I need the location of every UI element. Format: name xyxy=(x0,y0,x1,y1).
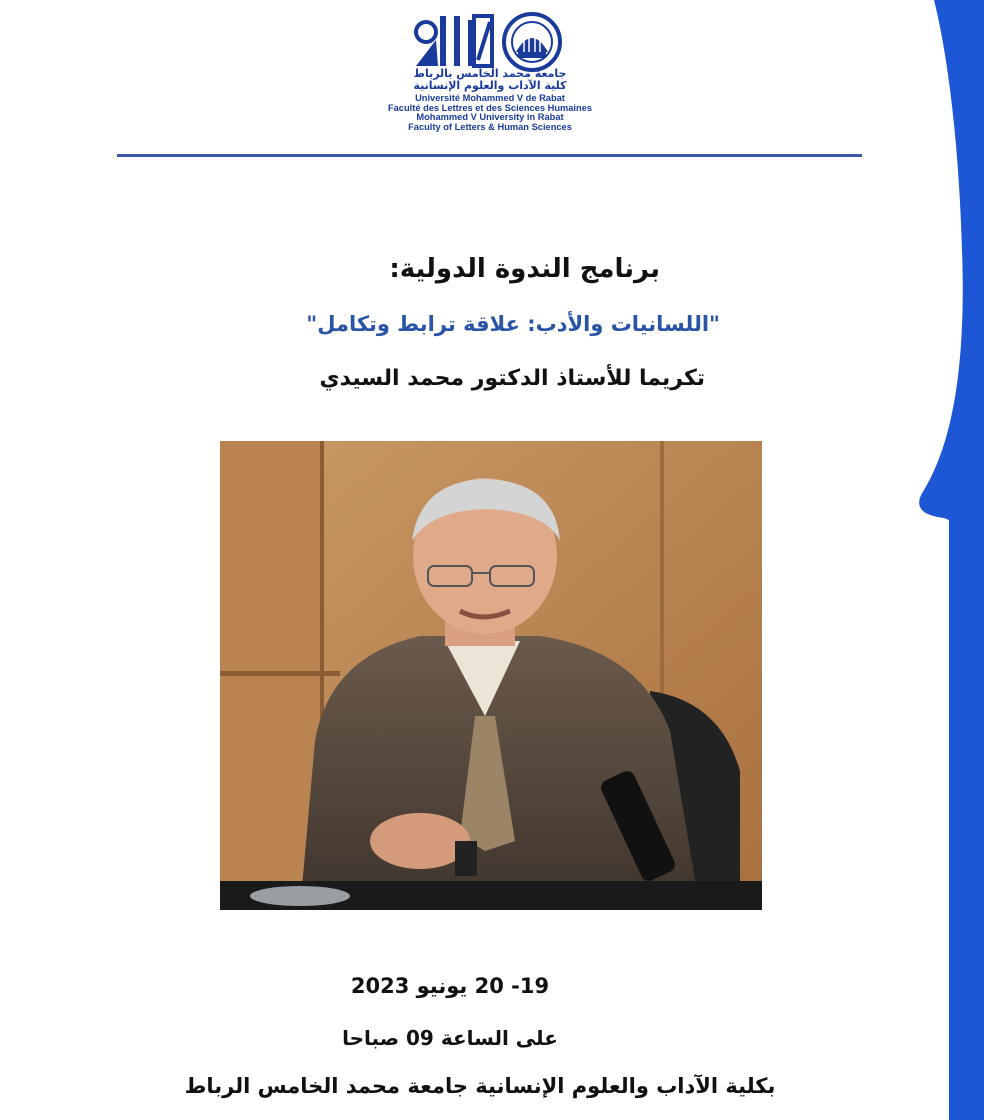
program-honoree: تكريما للأستاذ الدكتور محمد السيدي xyxy=(319,366,705,391)
program-theme: "اللسانيات والأدب: علاقة ترابط وتكامل" xyxy=(306,312,720,336)
event-dates: 19- 20 يونيو 2023 xyxy=(350,974,550,998)
portrait-photo xyxy=(220,441,762,910)
logo-latin-text xyxy=(380,94,600,132)
logo-latin-line-4: Faculty of Letters & Human Sciences xyxy=(408,121,572,132)
university-logo xyxy=(380,10,600,130)
program-heading: برنامج الندوة الدولية: xyxy=(389,254,660,284)
logo-arabic-line-2: كلية الآداب والعلوم الإنسانية xyxy=(413,79,567,92)
logo-latin-line-2: Faculté des Lettres et des Sciences Humaines xyxy=(387,102,593,113)
logo-arabic-line-1: جامعة محمد الخامس بالرباط xyxy=(413,67,567,80)
university-emblem-icon xyxy=(410,10,570,74)
logo-latin-line-1: Université Mohammed V de Rabat xyxy=(415,93,565,103)
logo-arabic-text xyxy=(380,68,600,92)
logo-latin-line-3: Mohammed V University in Rabat xyxy=(416,112,564,122)
event-time: على الساعة 09 صباحا xyxy=(342,1026,558,1050)
decorative-blue-edge xyxy=(874,0,984,1120)
event-venue: بكلية الآداب والعلوم الإنسانية جامعة محمد الخامس الرباط xyxy=(184,1074,776,1098)
header-divider xyxy=(117,154,862,157)
